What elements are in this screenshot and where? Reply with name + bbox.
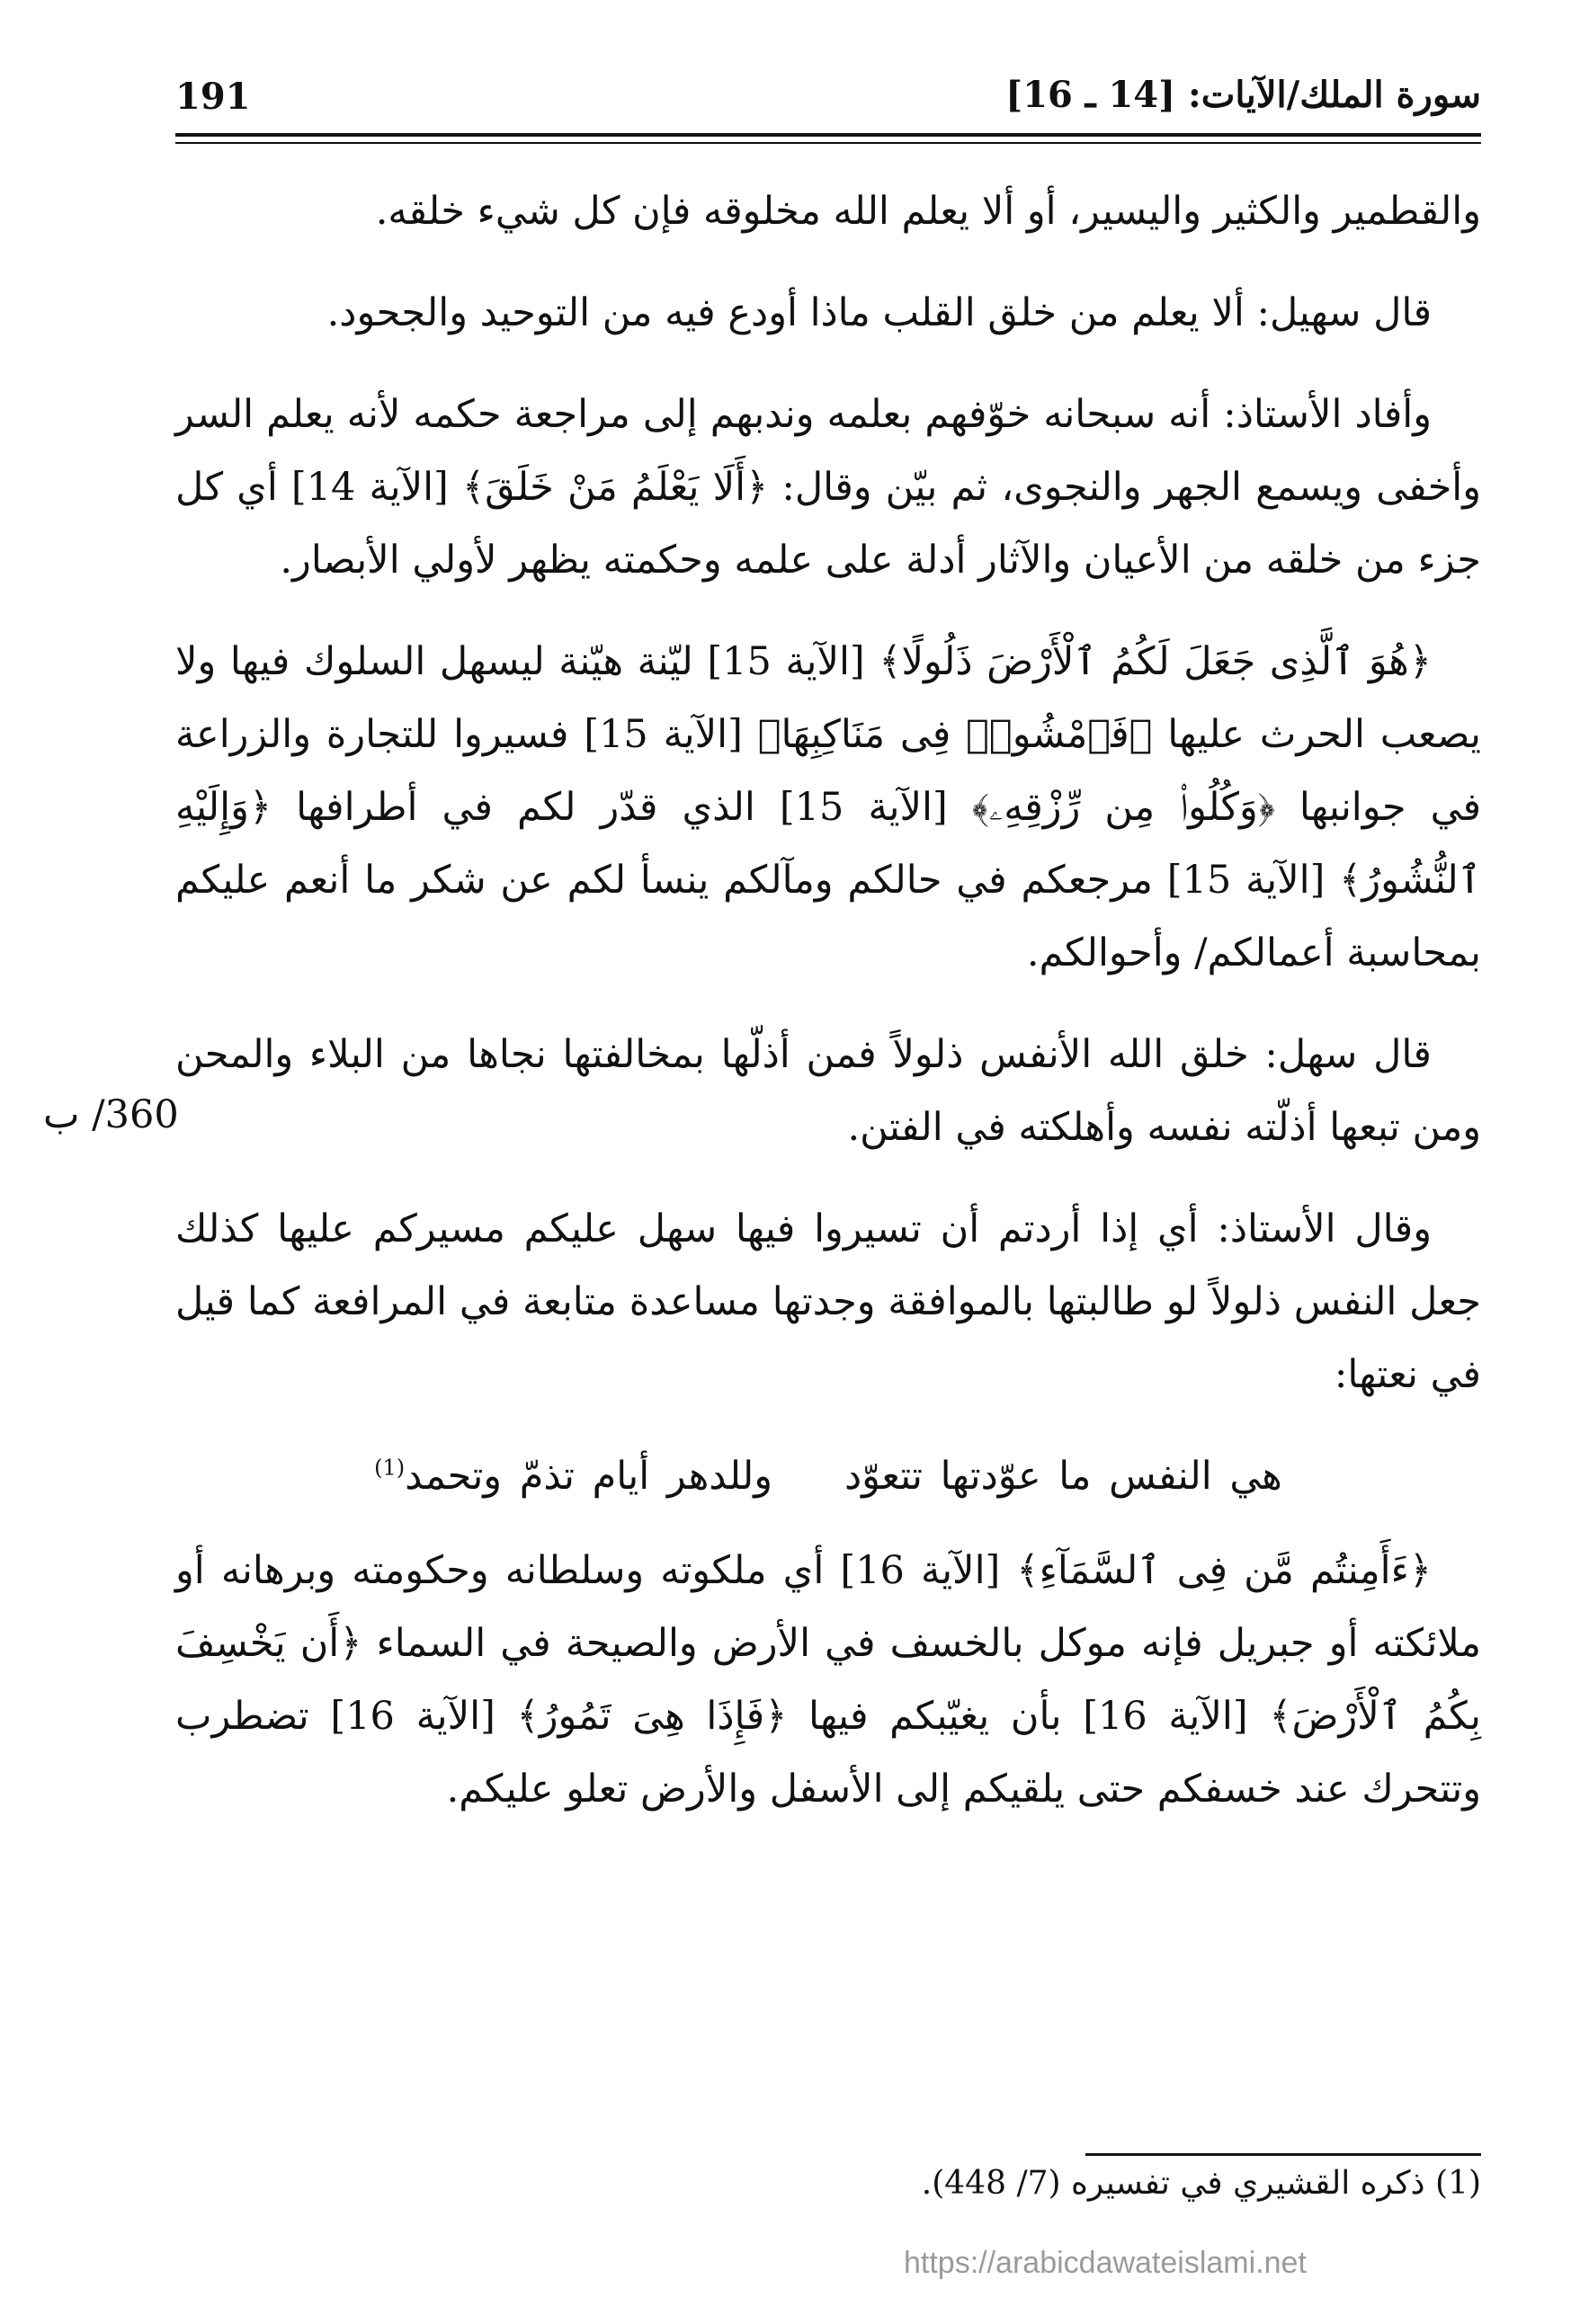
margin-folio-note: 360/ ب (43, 1092, 179, 1137)
paragraph: وقال الأستاذ: أي إذا أردتم أن تسيروا فيها سهل عليكم مسيركم عليها كذلك جعل النفس ذلولاً لو طالبتها بالموافقة وجدتها مساعدة متابعة في المرافعة كما قيل في نعتها: (175, 1207, 1481, 1397)
verse-second-hemistich: وللدهر أيام تذمّ وتحمد$^{(1)}$ (374, 1454, 772, 1499)
source-watermark: https://arabicdawateislami.net (904, 2246, 1307, 2280)
paragraph: وأفاد الأستاذ: أنه سبحانه خوّفهم بعلمه وندبهم إلى مراجعة حكمه لأنه يعلم السر وأخفى ويسمع الجهر والنجوى، ثم بيّن وقال: ﴿أَلَا يَعْلَمُ مَنْ خَلَقَ﴾ [الآية 14] أي كل جزء من خلقه من الأعيان والآثار أدلة على علمه وحكمته يظهر لأولي الأبصار. (175, 392, 1481, 583)
paragraph: ﴿ءَأَمِنتُم مَّن فِى ٱلسَّمَآءِ﴾ [الآية 16] أي ملكوته وسلطانه وحكومته وبرهانه أو ملائكته أو جبريل فإنه موكل بالخسف في الأرض والصيحة في السماء ﴿أَن يَخْسِفَ بِكُمُ ٱلْأَرْضَ﴾ [الآية 16] بأن يغيّبكم فيها ﴿فَإِذَا هِىَ تَمُورُ﴾ [الآية 16] تضطرب وتتحرك عند خسفكم حتى يلقيكم إلى الأسفل والأرض تعلو عليكم. (175, 1548, 1482, 1812)
footnote-separator (1085, 2153, 1481, 2156)
footnote-marker: (1) (374, 1455, 406, 1481)
page-header (175, 63, 1481, 135)
paragraph: قال سهل: خلق الله الأنفس ذلولاً فمن أذلّها بمخالفتها نجاها من البلاء والمحن ومن تبعها أذلّته نفسه وأهلكته في الفتن. (175, 1032, 1481, 1150)
page-number: 191 (175, 76, 251, 118)
main-text (175, 175, 1481, 1855)
header-rule-thick (175, 133, 1481, 137)
running-title: سورة الملك/الآيات: [14 ـ 16] (1005, 74, 1481, 116)
poetry-verse (175, 1440, 1481, 1513)
paragraph: والقطمير والكثير واليسير، أو ألا يعلم الله مخلوقه فإن كل شيء خلقه. (375, 189, 1481, 234)
verse-first-hemistich: هي النفس ما عوّدتها تتعوّد (844, 1454, 1282, 1499)
paragraph: قال سهيل: ألا يعلم من خلق القلب ماذا أودع فيه من التوحيد والجحود. (326, 290, 1432, 335)
footnote: (1) ذكره القشيري في تفسيره (7/ 448). (921, 2165, 1481, 2202)
header-rule-thin (175, 142, 1481, 144)
paragraph: ﴿هُوَ ٱلَّذِى جَعَلَ لَكُمُ ٱلْأَرْضَ ذَلُولًا﴾ [الآية 15] ليّنة هيّنة ليسهل السلوك فيها ولا يصعب الحرث عليها ﴿فَٱمْشُوا۟ فِى مَنَاكِبِهَا﴾ [الآية 15] فسيروا للتجارة والزراعة في جوانبها ﴿وَكُلُوا۟ مِن رِّزْقِهِۦ﴾ [الآية 15] الذي قدّر لكم في أطرافها ﴿وَإِلَيْهِ ٱلنُّشُورُ﴾ [الآية 15] مرجعكم في حالكم ومآلكم ينسأ لكم عن شكر ما أنعم عليكم بمحاسبة أعمالكم/ وأحوالكم. (175, 639, 1482, 975)
